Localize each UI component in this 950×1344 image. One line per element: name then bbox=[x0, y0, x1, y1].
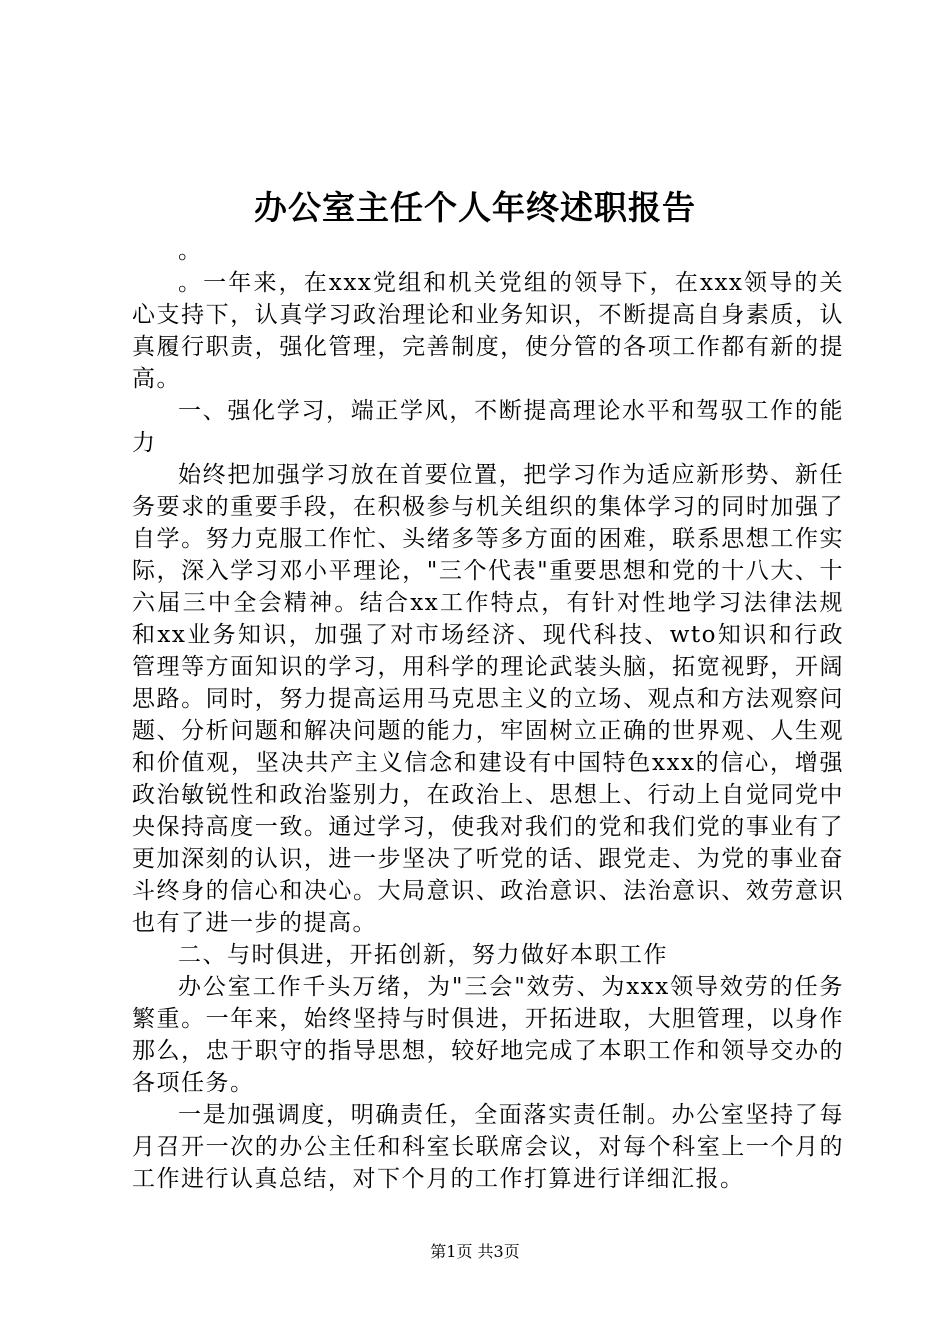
section-heading-1: 一、强化学习，端正学风，不断提高理论水平和驾驭工作的能力 bbox=[132, 398, 844, 456]
document-title: 办公室主任个人年终述职报告 bbox=[254, 188, 696, 227]
paragraph-study: 始终把加强学习放在首要位置，把学习作为适应新形势、新任务要求的重要手段，在积极参与机关组织的集体学习的同时加强了自学。努力克服工作忙、头绪多等多方面的困难，联系思想工作实际，深入学习邓小平理论，"三个代表"重要思想和党的十八大、十六届三中全会精神。结合xx工作特点，有针对性地学习法律法规和xx业务知识，加强了对市场经济、现代科技、wto知识和行政管理等方面知识的学习，用科学的理论武装头脑，拓宽视野，开阔思路。同时，努力提高运用马克思主义的立场、观点和方法观察问题、分析问题和解决问题的能力，牢固树立正确的世界观、人生观和价值观，坚决共产主义信念和建设有中国特色xxx的信心，增强政治敏锐性和政治鉴别力，在政治上、思想上、行动上自觉同党中央保持高度一致。通过学习，使我对我们的党和我们党的事业有了更加深刻的认识，进一步坚决了听党的话、跟党走、为党的事业奋斗终身的信心和决心。大局意识、政治意识、法治意识、效劳意识也有了进一步的提高。 bbox=[132, 462, 844, 936]
section-heading-2: 二、与时俱进，开拓创新，努力做好本职工作 bbox=[178, 942, 668, 968]
paragraph-opening-mark: 。 bbox=[178, 238, 203, 264]
page-footer: 第1页 共3页 bbox=[430, 1242, 520, 1261]
paragraph-intro: 。一年来，在xxx党组和机关党组的领导下，在xxx领导的关心支持下，认真学习政治理论和业务知识，不断提高自身素质，认真履行职责，强化管理，完善制度，使分管的各项工作都有新的提高。 bbox=[132, 270, 844, 392]
document-body bbox=[132, 235, 844, 1195]
paragraph-scheduling: 一是加强调度，明确责任，全面落实责任制。办公室坚持了每月召开一次的办公主任和科室长联席会议，对每个科室上一个月的工作进行认真总结，对下个月的工作打算进行详细汇报。 bbox=[132, 1102, 844, 1192]
paragraph-office-work: 办公室工作千头万绪，为"三会"效劳、为xxx领导效劳的任务繁重。一年来，始终坚持与时俱进，开拓进取，大胆管理，以身作那么，忠于职守的指导思想，较好地完成了本职工作和领导交办的各项任务。 bbox=[132, 974, 844, 1096]
